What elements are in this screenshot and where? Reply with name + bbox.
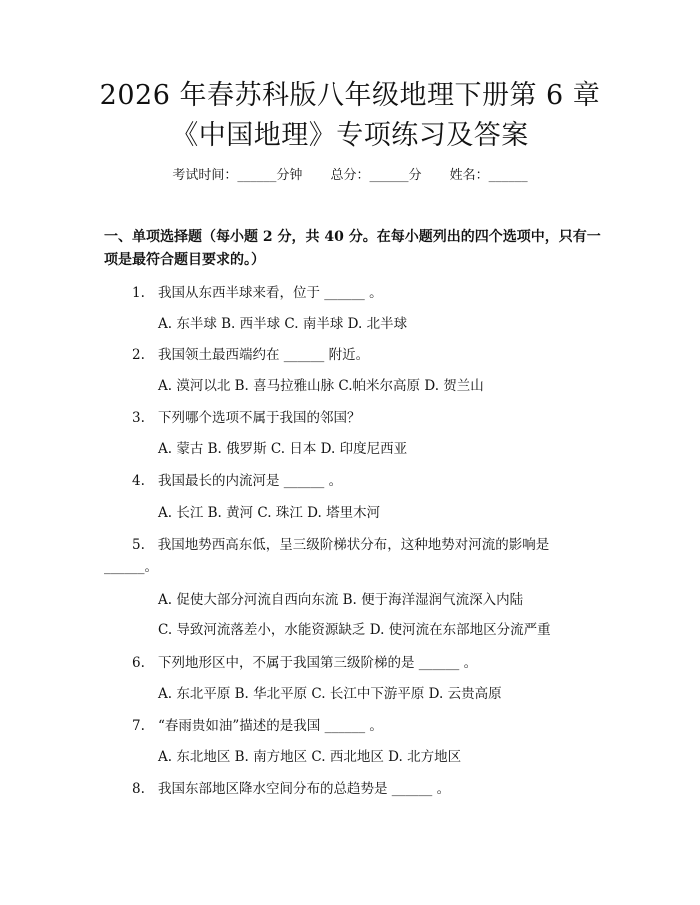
- question-2: [132, 345, 369, 365]
- question-number: 1.: [132, 285, 145, 301]
- question-number: 2.: [132, 347, 145, 363]
- question-8: [132, 779, 450, 799]
- question-5-options-line-1: A. 促使大部分河流自西向东流 B. 便于海洋湿润气流深入内陆: [158, 592, 524, 608]
- question-3-options: A. 蒙古 B. 俄罗斯 C. 日本 D. 印度尼西亚: [158, 441, 408, 457]
- question-5-options-line-2: C. 导致河流落差小，水能资源缺乏 D. 使河流在东部地区分流严重: [158, 622, 551, 638]
- question-text: 我国东部地区降水空间分布的总趋势是 ______ 。: [158, 781, 451, 797]
- question-3: [132, 408, 361, 428]
- question-text: 下列哪个选项不属于我国的邻国？: [158, 410, 361, 426]
- question-text: 我国领土最西端约在 ______ 附近。: [158, 347, 370, 363]
- question-text: 我国最长的内流河是 ______ 。: [158, 473, 343, 489]
- question-6-options: A. 东北平原 B. 华北平原 C. 长江中下游平原 D. 云贵高原: [158, 686, 502, 702]
- question-number: 8.: [132, 781, 145, 797]
- question-7-options: A. 东北地区 B. 南方地区 C. 西北地区 D. 北方地区: [158, 749, 462, 765]
- question-7: [132, 716, 383, 736]
- question-1: [132, 283, 383, 303]
- question-2-options: A. 漠河以北 B. 喜马拉雅山脉 C.帕米尔高原 D. 贺兰山: [158, 378, 484, 394]
- question-number: 5.: [132, 537, 145, 553]
- question-1-options: A. 东半球 B. 西半球 C. 南半球 D. 北半球: [158, 316, 408, 332]
- question-number: 6.: [132, 655, 145, 671]
- question-number: 3.: [132, 410, 145, 426]
- student-name-field: 姓名：______: [449, 168, 528, 183]
- question-text: “春雨贵如油”描述的是我国 ______ 。: [158, 718, 383, 734]
- question-text: 我国地势西高东低，呈三级阶梯状分布，这种地势对河流的影响是 ______。: [104, 537, 550, 575]
- document-title: 2026 年春苏科版八年级地理下册第 6 章《中国地理》专项练习及答案: [99, 80, 601, 151]
- question-number: 7.: [132, 718, 145, 734]
- exam-meta-line: [0, 166, 700, 186]
- question-5: [104, 534, 584, 578]
- question-text: 下列地形区中，不属于我国第三级阶梯的是 ______ 。: [158, 655, 478, 671]
- question-number: 4.: [132, 473, 145, 489]
- question-4-options: A. 长江 B. 黄河 C. 珠江 D. 塔里木河: [158, 505, 381, 521]
- total-score-field: 总分：______分: [330, 168, 422, 183]
- question-text: 我国从东西半球来看，位于 ______ 。: [158, 285, 383, 301]
- exam-time-field: 考试时间：______分钟: [172, 168, 303, 183]
- question-6: [132, 653, 477, 673]
- question-4: [132, 471, 342, 491]
- section-heading-single-choice: 一、单项选择题（每小题 2 分，共 40 分。在每小题列出的四个选项中，只有一项是最符合题目要求的。）: [104, 229, 601, 268]
